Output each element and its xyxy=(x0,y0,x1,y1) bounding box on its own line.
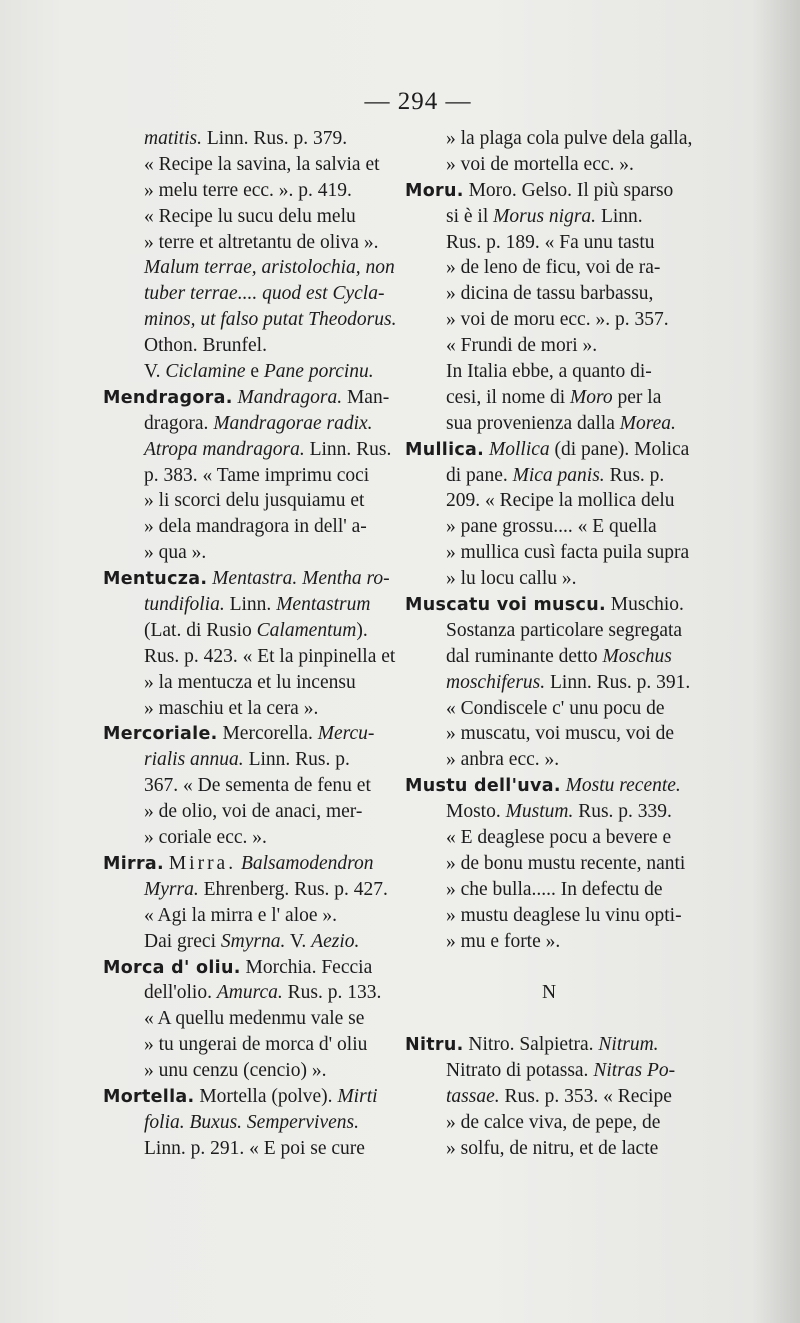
text-line: In Italia ebbe, a quanto di- xyxy=(446,361,652,383)
text-line: » lu locu callu ». xyxy=(446,568,577,590)
text-line: Mortella. Mortella (polve). Mirti xyxy=(103,1085,378,1107)
text-line: Mendragora. Mandragora. Man- xyxy=(103,386,390,408)
text-line: » de olio, voi de anaci, mer- xyxy=(144,801,363,823)
text-line: V. Ciclamine e Pane porcinu. xyxy=(144,361,374,383)
text-line: » dicina de tassu barbassu, xyxy=(446,283,654,305)
text-line: Rus. p. 189. « Fa unu tastu xyxy=(446,231,655,253)
text-line: di pane. Mica panis. Rus. p. xyxy=(446,464,665,486)
text-line: » pane grossu.... « E quella xyxy=(446,516,657,538)
text-line: » qua ». xyxy=(144,542,207,564)
text-line: Nitrato di potassa. Nitras Po- xyxy=(446,1060,676,1082)
text-line: « Frundi de mori ». xyxy=(446,335,598,357)
text-line: tundifolia. Linn. Mentastrum xyxy=(144,594,371,616)
page-number: — 294 — xyxy=(364,88,472,115)
text-line: Mercoriale. Mercorella. Mercu- xyxy=(103,723,375,745)
text-line: si è il Morus nigra. Linn. xyxy=(446,205,643,227)
text-line: » anbra ecc. ». xyxy=(446,749,560,771)
text-line: Myrra. Ehrenberg. Rus. p. 427. xyxy=(144,878,388,900)
text-line: tassae. Rus. p. 353. « Recipe xyxy=(446,1085,672,1107)
text-line: » unu cenzu (cencio) ». xyxy=(144,1060,327,1082)
text-line: Muscatu voi muscu. Muschio. xyxy=(405,594,684,616)
text-line: » de calce viva, de pepe, de xyxy=(446,1111,661,1133)
text-line: » melu terre ecc. ». p. 419. xyxy=(144,179,352,201)
text-line: rialis annua. Linn. Rus. p. xyxy=(144,749,350,771)
text-line: « A quellu medenmu vale se xyxy=(144,1008,365,1030)
text-line: » de bonu mustu recente, nanti xyxy=(446,852,686,874)
text-line: » la plaga cola pulve dela galla, xyxy=(446,128,693,149)
text-line: » de leno de ficu, voi de ra- xyxy=(446,257,661,279)
text-line: » voi de moru ecc. ». p. 357. xyxy=(446,309,669,331)
text-line: Mustu dell'uva. Mostu recente. xyxy=(405,775,681,797)
text-line xyxy=(405,1006,693,1032)
left-column xyxy=(103,126,397,1162)
text-line: » voi de mortella ecc. ». xyxy=(446,153,634,175)
text-line: » terre et altretantu de oliva ». xyxy=(144,231,379,253)
text-line: Mentucza. Mentastra. Mentha ro- xyxy=(103,568,390,590)
text-line: Othon. Brunfel. xyxy=(144,335,267,357)
text-line: « E deaglese pocu a bevere e xyxy=(446,827,672,849)
text-line: » muscatu, voi muscu, voi de xyxy=(446,723,675,745)
text-line: dragora. Mandragorae radix. xyxy=(144,412,373,434)
text-line: Nitru. Nitro. Salpietra. Nitrum. xyxy=(405,1034,659,1056)
text-line: (Lat. di Rusio Calamentum). xyxy=(144,619,368,641)
text-line: folia. Buxus. Sempervivens. xyxy=(144,1111,359,1133)
text-line: matitis. Linn. Rus. p. 379. xyxy=(144,128,348,149)
text-line: » li scorci delu jusquiamu et xyxy=(144,490,365,512)
text-line: » mu e forte ». xyxy=(446,930,561,952)
text-line: « Recipe la savina, la salvia et xyxy=(144,153,380,175)
text-line xyxy=(405,955,693,981)
text-line: Mullica. Mollica (di pane). Molica xyxy=(405,438,690,460)
text-line: Dai greci Smyrna. V. Aezio. xyxy=(144,930,360,952)
text-line: minos, ut falso putat Theodorus. xyxy=(144,309,397,331)
text-line: Rus. p. 423. « Et la pinpinella et xyxy=(144,645,396,667)
text-line: Mirra. Mirra. Balsamodendron xyxy=(103,852,374,874)
text-line: dal ruminante detto Moschus xyxy=(446,645,672,667)
text-line: « Condiscele c' unu pocu de xyxy=(446,697,665,719)
text-line: » coriale ecc. ». xyxy=(144,827,267,849)
text-line: » mustu deaglese lu vinu opti- xyxy=(446,904,682,926)
text-line: 367. « De sementa de fenu et xyxy=(144,775,371,797)
text-line: tuber terrae.... quod est Cycla- xyxy=(144,283,385,305)
text-line: « Agi la mirra e l' aloe ». xyxy=(144,904,338,926)
text-line: 209. « Recipe la mollica delu xyxy=(446,490,675,512)
text-line: moschiferus. Linn. Rus. p. 391. xyxy=(446,671,691,693)
text-line: Morca d' oliu. Morchia. Feccia xyxy=(103,956,373,978)
text-line: » tu ungerai de morca d' oliu xyxy=(144,1034,368,1056)
text-line: Malum terrae, aristolochia, non xyxy=(144,257,395,279)
text-line: Mosto. Mustum. Rus. p. 339. xyxy=(446,801,672,823)
section-letter: N xyxy=(541,982,557,1004)
text-line: » dela mandragora in dell' a- xyxy=(144,516,367,538)
text-line: Moru. Moro. Gelso. Il più sparso xyxy=(405,179,674,201)
text-line: Atropa mandragora. Linn. Rus. xyxy=(144,438,392,460)
text-line: » mullica cusì facta puila supra xyxy=(446,542,690,564)
text-line: Linn. p. 291. « E poi se cure xyxy=(144,1137,365,1159)
text-line: » solfu, de nitru, et de lacte xyxy=(446,1137,659,1159)
text-line: Sostanza particolare segregata xyxy=(446,619,683,641)
text-line: » che bulla..... In defectu de xyxy=(446,878,663,900)
text-line: sua provenienza dalla Morea. xyxy=(446,412,676,434)
text-line: p. 383. « Tame imprimu coci xyxy=(144,464,370,486)
text-line: dell'olio. Amurca. Rus. p. 133. xyxy=(144,982,382,1004)
text-line: » la mentucza et lu incensu xyxy=(144,671,356,693)
text-line: cesi, il nome di Moro per la xyxy=(446,386,662,408)
text-line: « Recipe lu sucu delu melu xyxy=(144,205,356,227)
text-line: » maschiu et la cera ». xyxy=(144,697,319,719)
right-column xyxy=(405,126,693,1162)
